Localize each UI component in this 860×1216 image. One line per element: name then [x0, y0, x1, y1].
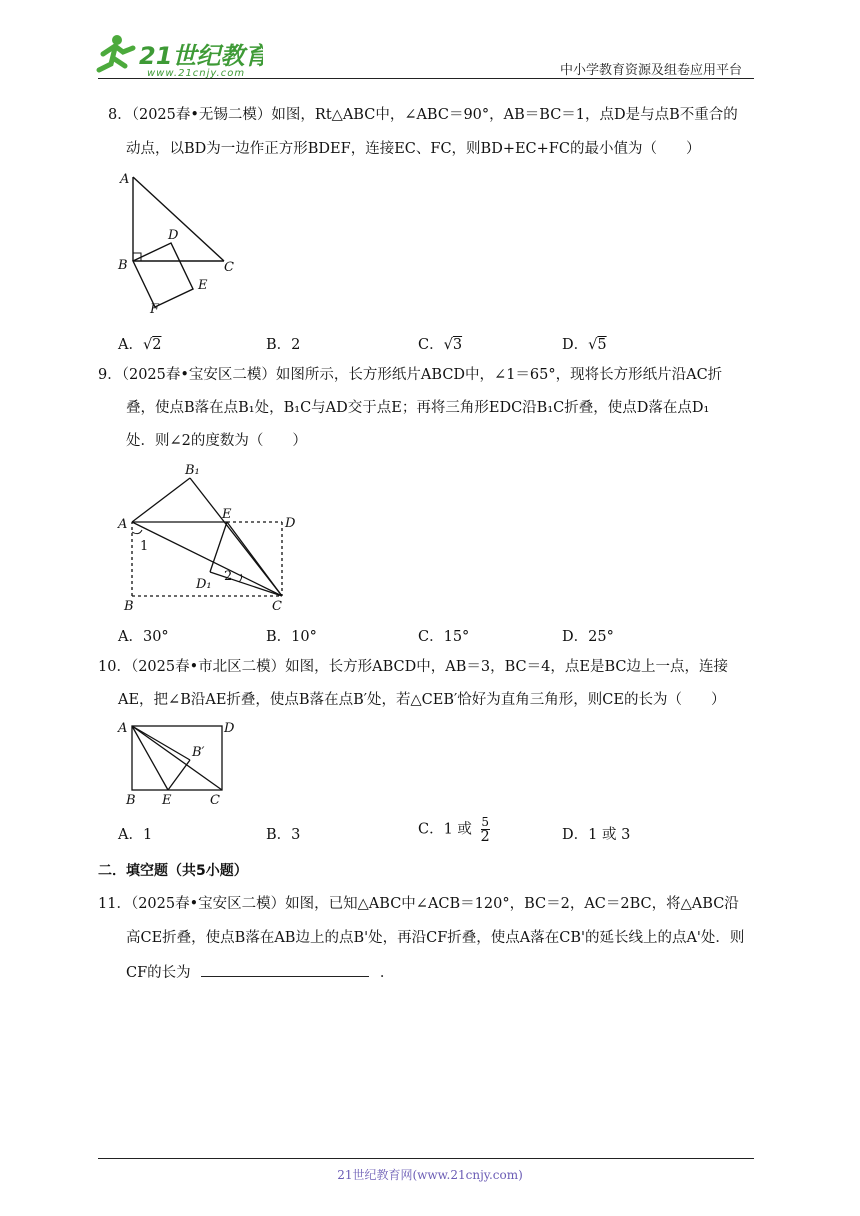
q9-option-a: A．30° — [118, 629, 169, 645]
q10-line2: AE，把∠B沿AE折叠，使点B落在点B′处，若△CEB′恰好为直角三角形，则CE的长为（ ） — [118, 692, 726, 708]
q10-label-a: A — [118, 721, 128, 736]
q9-angle-2: 2 — [224, 569, 233, 584]
q10-label-e: E — [162, 793, 172, 806]
q10-option-c: C．1 或 5 2 — [418, 815, 490, 845]
q8-option-b: B．2 — [266, 337, 301, 353]
logo-url: www.21cnjy.com — [147, 68, 246, 78]
q8-option-a: A．√2 — [118, 337, 162, 353]
q9-line3: 处．则∠2的度数为（ ） — [126, 433, 307, 449]
q8-option-c: C．√3 — [418, 337, 463, 353]
q10-option-b: B．3 — [266, 827, 301, 843]
q8-square-bdef — [133, 243, 193, 307]
q9-figure — [112, 460, 312, 616]
q10-line1: 10．（2025春•市北区二模）如图，长方形ABCD中，AB＝3，BC＝4，点E是BC边上一点，连接 — [98, 659, 728, 675]
q11-line2: 高CE折叠，使点B落在AB边上的点B'处，再沿CF折叠，使点A落在CB'的延长线上的点A'处．则 — [126, 930, 745, 946]
q10-label-b-prime: B′ — [192, 745, 205, 760]
q8-label-b: B — [118, 258, 128, 273]
site-logo — [93, 30, 263, 78]
q9-line2: 叠，使点B落在点B₁处，B₁C与AD交于点E；再将三角形EDC沿B₁C折叠，使点D落在点D₁ — [126, 400, 710, 416]
section-fill-blank-title: 二．填空题（共5小题） — [98, 863, 248, 879]
q10-options — [0, 815, 860, 853]
q8-line2: 动点，以BD为一边作正方形BDEF，连接EC、FC，则BD+EC+FC的最小值为（ ） — [126, 141, 701, 157]
q10-label-c: C — [210, 793, 220, 806]
q11-line1: 11．（2025春•宝安区二模）如图，已知△ABC中∠ACB＝120°，BC＝2，AC＝2BC，将△ABC沿 — [98, 896, 739, 912]
q9-options — [0, 625, 860, 645]
q9-label-a: A — [118, 517, 128, 532]
q9-option-d: D．25° — [562, 629, 614, 645]
q9-angle-1: 1 — [140, 539, 149, 554]
q9-label-b: B — [124, 599, 134, 612]
q8-label-d: D — [168, 228, 179, 243]
platform-name: 中小学教育资源及组卷应用平台 — [560, 63, 743, 78]
runner-icon — [99, 35, 133, 70]
q9-label-d: D — [285, 516, 296, 531]
q9-label-c: C — [272, 599, 282, 612]
footer-divider — [98, 1158, 754, 1159]
q10-label-d: D — [224, 721, 235, 736]
q10-option-a: A．1 — [118, 827, 153, 843]
q8-label-f: F — [150, 302, 160, 317]
q11-line3-suffix: ． — [379, 965, 395, 981]
q9-label-b1: B₁ — [185, 463, 200, 478]
q10-label-b: B — [126, 793, 136, 806]
q9-option-c: C．15° — [418, 629, 470, 645]
q9-label-e: E — [222, 507, 232, 522]
q9-option-b: B．10° — [266, 629, 317, 645]
q9-line1: 9．（2025春•宝安区二模）如图所示，长方形纸片ABCD中，∠1＝65°，现将长方形纸片沿AC折 — [98, 367, 723, 383]
logo-text: 21世纪教育 — [139, 42, 263, 70]
q11-line3 — [126, 962, 394, 983]
q8-figure — [112, 165, 252, 324]
q8-label-a: A — [120, 172, 130, 187]
q11-answer-blank[interactable] — [201, 962, 369, 977]
q8-segment-ac — [133, 177, 224, 261]
q11-line3-prefix: CF的长为 — [126, 965, 191, 981]
q10-option-d: D．1 或 3 — [562, 827, 631, 843]
q9-label-d1: D₁ — [196, 577, 212, 592]
q8-label-e: E — [198, 278, 208, 293]
header-divider — [98, 78, 754, 79]
q8-line1: 8．（2025春•无锡二模）如图，Rt△ABC中，∠ABC＝90°，AB＝BC＝1，点D是与点B不重合的 — [108, 107, 738, 123]
footer-link[interactable]: 21世纪教育网(www.21cnjy.com) — [337, 1168, 523, 1182]
q10-figure — [112, 714, 242, 810]
q8-option-d: D．√5 — [562, 337, 607, 353]
q8-options — [0, 333, 860, 353]
q8-label-c: C — [224, 260, 234, 275]
